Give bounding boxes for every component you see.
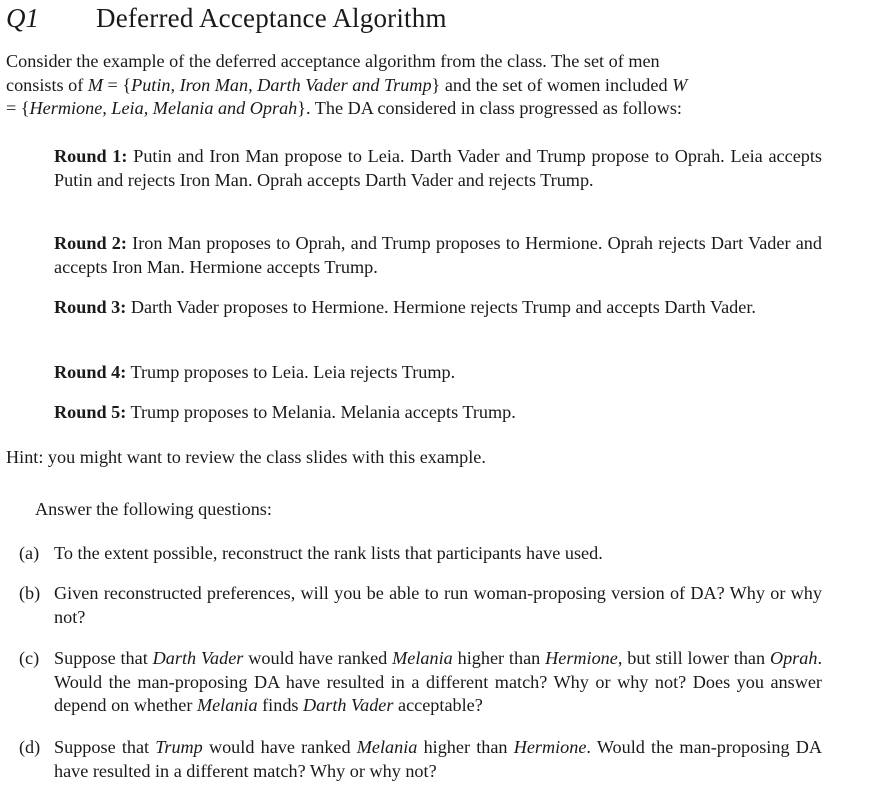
question-label: (c) bbox=[19, 648, 40, 668]
intro-text: = { bbox=[6, 98, 30, 118]
question-title: Deferred Acceptance Algorithm bbox=[96, 3, 447, 33]
emphasis-name: Hermione bbox=[545, 648, 618, 668]
emphasis-name: Trump bbox=[155, 737, 203, 757]
question-body: To the extent possible, reconstruct the rank lists that participants have used. bbox=[54, 543, 603, 563]
set-symbol-m: M bbox=[87, 74, 103, 95]
emphasis-name: Melania bbox=[392, 648, 453, 668]
round-2 bbox=[54, 232, 822, 279]
question-text: would have ranked bbox=[202, 737, 357, 757]
set-of-women: Hermione, Leia, Melania and Oprah bbox=[29, 98, 298, 118]
round-1 bbox=[54, 145, 822, 192]
question-number: Q1 bbox=[6, 3, 39, 33]
emphasis-name: Darth Vader bbox=[303, 695, 394, 715]
intro-text: }. The DA considered in class progressed as follows: bbox=[297, 98, 682, 118]
round-4 bbox=[54, 361, 822, 385]
intro-text: } and the set of women included bbox=[431, 74, 673, 95]
question-body bbox=[54, 736, 822, 783]
set-of-men: Putin, Iron Man, Darth Vader and Trump bbox=[131, 74, 432, 95]
round-5 bbox=[54, 401, 822, 425]
round-text: Trump proposes to Leia. Leia rejects Trump. bbox=[130, 362, 456, 382]
question-text: would have ranked bbox=[243, 648, 393, 668]
intro-text: = { bbox=[103, 74, 132, 95]
intro-text: Consider the example of the deferred acceptance algorithm from the class. The set of men bbox=[6, 51, 660, 71]
intro-line-1 bbox=[6, 50, 826, 74]
question-text: . Would the man-proposing DA have resulted in a different match? Why or why not? bbox=[54, 737, 822, 781]
intro-line-3 bbox=[6, 97, 826, 121]
hint-text: Hint: you might want to review the class slides with this example. bbox=[6, 447, 486, 467]
question-text: Suppose that bbox=[54, 648, 153, 668]
round-text: Trump proposes to Melania. Melania accepts Trump. bbox=[130, 402, 516, 422]
intro-paragraph bbox=[6, 50, 826, 121]
question-text: , but still lower than bbox=[617, 648, 770, 668]
question-body bbox=[54, 647, 822, 718]
intro-text: consists of bbox=[6, 74, 88, 95]
round-text: Iron Man proposes to Oprah, and Trump proposes to Hermione. Oprah rejects Dart Vader and accepts Iron Man. Hermione accepts Trump. bbox=[54, 233, 822, 277]
emphasis-name: Melania bbox=[196, 695, 258, 715]
emphasis-name: Oprah bbox=[769, 648, 818, 668]
question-text: Suppose that bbox=[54, 737, 156, 757]
round-label: Round 4: bbox=[54, 362, 127, 382]
question-text: higher than bbox=[417, 737, 514, 757]
question-heading bbox=[6, 2, 447, 34]
question-text: . Would the man-proposing DA have resulted in a different match? Why or why not? Does you answer depend on whether bbox=[54, 648, 822, 715]
question-body: Given reconstructed preferences, will you be able to run woman-proposing version of DA? Why or why not? bbox=[54, 583, 822, 627]
round-label: Round 1: bbox=[54, 146, 128, 166]
round-label: Round 2: bbox=[54, 233, 127, 253]
question-text: acceptable? bbox=[393, 695, 483, 715]
question-text: higher than bbox=[452, 648, 546, 668]
question-label: (a) bbox=[19, 543, 40, 563]
question-label: (b) bbox=[19, 583, 41, 603]
round-3 bbox=[54, 296, 822, 320]
emphasis-name: Hermione bbox=[513, 737, 587, 757]
answer-prompt: Answer the following questions: bbox=[35, 499, 272, 519]
set-symbol-w: W bbox=[672, 74, 688, 95]
emphasis-name: Melania bbox=[356, 737, 418, 757]
question-text: finds bbox=[257, 695, 304, 715]
round-label: Round 5: bbox=[54, 402, 127, 422]
intro-line-2 bbox=[6, 74, 826, 98]
emphasis-name: Darth Vader bbox=[152, 648, 244, 668]
round-label: Round 3: bbox=[54, 297, 127, 317]
question-label: (d) bbox=[19, 737, 41, 757]
round-text: Darth Vader proposes to Hermione. Hermione rejects Trump and accepts Darth Vader. bbox=[130, 297, 756, 317]
round-text: Putin and Iron Man propose to Leia. Darth Vader and Trump propose to Oprah. Leia accepts Putin and rejects Iron Man. Oprah accepts Darth Vader and rejects Trump. bbox=[54, 146, 823, 190]
